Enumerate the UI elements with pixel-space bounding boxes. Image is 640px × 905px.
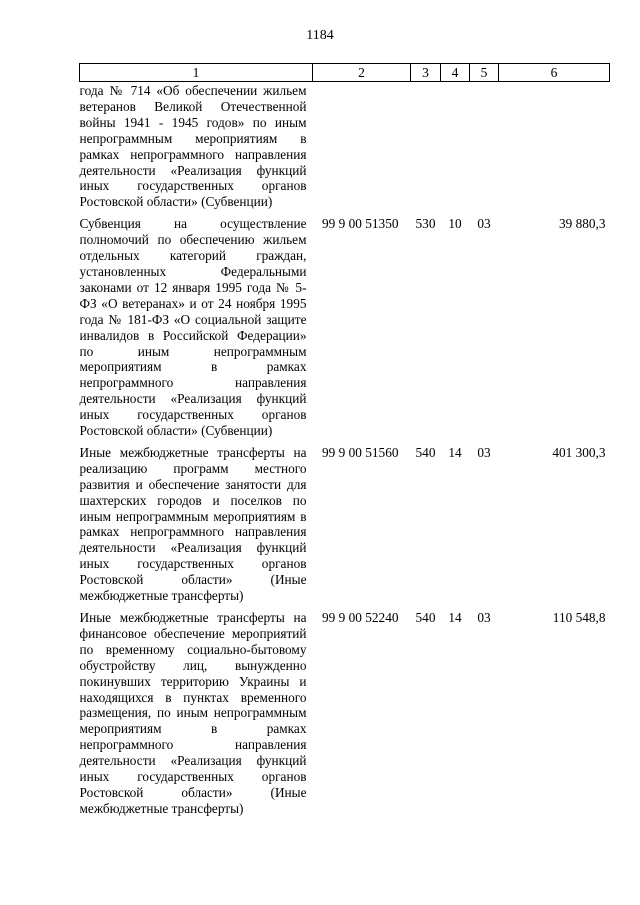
row-name-cell: года № 714 «Об обеспечении жильем ветеранов Великой Отечественной войны 1941 - 1945 годов» по иным непрограммным мероприятиям в рамках непрограммного направления деятельности «Реализация функций иных государственных органов Ростовской области» (Субвенции) — [79, 83, 307, 210]
table-header-row — [80, 64, 610, 82]
column-header: 4 — [441, 64, 470, 82]
row-csr-cell: 99 9 00 51350 — [322, 216, 399, 232]
row-vr-cell: 540 — [415, 610, 436, 625]
row-name-cell: Субвенция на осуществление полномочий по обеспечению жильем отдельных категорий граждан, установленных Федеральными законами от 12 января 1995 года № 5-ФЗ «О ветеранах» и от 24 ноября 1995 года № 181-ФЗ «О социальной защите инвалидов в Российской Федерации» по иным непрограммным мероприятиям в рамках непрограммного направления деятельности «Реализация функций иных государственных органов Ростовской области» (Субвенции) — [79, 216, 307, 439]
row-rz-cell: 14 — [448, 444, 462, 460]
row-pr-cell: 03 — [477, 444, 491, 460]
row-vr-cell: 530 — [415, 216, 436, 232]
row-rz-cell — [441, 82, 470, 211]
row-rz-cell: 14 — [448, 610, 462, 625]
column-header: 1 — [80, 64, 313, 82]
column-header: 5 — [470, 64, 499, 82]
row-csr-cell: 99 9 00 52240 — [322, 610, 399, 625]
table-row — [80, 210, 610, 439]
table-row — [80, 82, 610, 211]
page-number: 1184 — [306, 28, 334, 43]
column-header: 6 — [499, 64, 610, 82]
row-csr-cell — [313, 82, 411, 211]
row-pr-cell — [470, 82, 499, 211]
row-rz-cell: 10 — [448, 216, 462, 232]
row-name-cell: Иные межбюджетные трансферты на реализацию программ местного развития и обеспечение занятости для шахтерских городов и поселков по иным непрограммным мероприятиям в рамках непрограммного направления деятельности «Реализация функций иных государственных органов Ростовской области» (Иные межбюджетные трансферты) — [79, 444, 307, 604]
row-pr-cell: 03 — [477, 610, 491, 625]
row-sum-cell: 110 548,8 — [552, 610, 606, 625]
table-row — [80, 604, 610, 817]
row-pr-cell: 03 — [477, 216, 491, 232]
row-sum-cell — [499, 82, 610, 211]
row-vr-cell: 540 — [415, 444, 436, 460]
budget-table — [79, 63, 610, 817]
row-csr-cell: 99 9 00 51560 — [322, 444, 399, 460]
row-sum-cell: 39 880,3 — [558, 216, 606, 232]
table-row — [80, 439, 610, 604]
row-name-cell: Иные межбюджетные трансферты на финансовое обеспечение мероприятий по временному социально-бытовому обустройству лиц, вынужденно покинувших территорию Украины и находящихся в пунктах временного размещения, по иным непрограммным мероприятиям в рамках непрограммного направления деятельности «Реализация функций иных государственных органов Ростовской области» (Иные межбюджетные трансферты) — [79, 610, 307, 816]
row-vr-cell — [411, 82, 441, 211]
column-header: 2 — [313, 64, 411, 82]
row-sum-cell: 401 300,3 — [552, 444, 606, 460]
column-header: 3 — [411, 64, 441, 82]
